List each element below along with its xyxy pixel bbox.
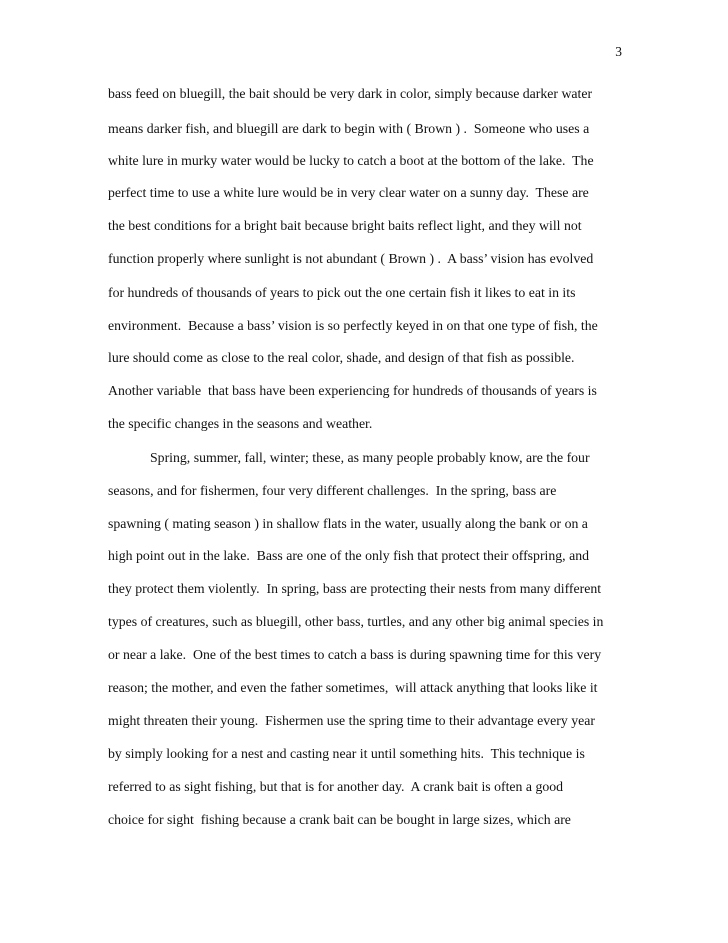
text-line: reason; the mother, and even the father sometimes, will attack anything that looks like it [108, 680, 598, 695]
text-line: white lure in murky water would be lucky to catch a boot at the bottom of the lake. The [108, 153, 594, 168]
text-line: the specific changes in the seasons and weather. [108, 416, 373, 431]
text-line: by simply looking for a nest and casting near it until something hits. This technique is [108, 746, 585, 761]
text-line: for hundreds of thousands of years to pick out the one certain fish it likes to eat in its [108, 285, 576, 300]
text-line: referred to as sight fishing, but that is for another day. A crank bait is often a good [108, 779, 564, 794]
text-line: the best conditions for a bright bait because bright baits reflect light, and they will not [108, 218, 582, 233]
text-line: types of creatures, such as bluegill, other bass, turtles, and any other big animal species in [108, 614, 604, 629]
text-line: lure should come as close to the real color, shade, and design of that fish as possible. [108, 350, 575, 365]
text-line: means darker fish, and bluegill are dark to begin with ( Brown ) . Someone who uses a [108, 121, 590, 136]
text-line: Another variable that bass have been experiencing for hundreds of thousands of years is [108, 383, 597, 398]
text-line: might threaten their young. Fishermen use the spring time to their advantage every year [108, 713, 595, 728]
text-line: high point out in the lake. Bass are one of the only fish that protect their offspring, and [108, 548, 589, 563]
text-line: spawning ( mating season ) in shallow flats in the water, usually along the bank or on a [108, 516, 588, 531]
text-line: or near a lake. One of the best times to catch a bass is during spawning time for this very [108, 647, 602, 662]
text-line: they protect them violently. In spring, bass are protecting their nests from many different [108, 581, 602, 596]
text-line: bass feed on bluegill, the bait should be very dark in color, simply because darker water [108, 86, 593, 101]
page-number: 3 [615, 44, 622, 59]
text-line: function properly where sunlight is not abundant ( Brown ) . A bass’ vision has evolved [108, 251, 594, 266]
text-line: seasons, and for fishermen, four very different challenges. In the spring, bass are [108, 483, 557, 498]
text-line: choice for sight fishing because a crank bait can be bought in large sizes, which are [108, 812, 571, 827]
paragraph-first-line: Spring, summer, fall, winter; these, as many people probably know, are the four [150, 450, 590, 465]
text-line: environment. Because a bass’ vision is so perfectly keyed in on that one type of fish, the [108, 318, 598, 333]
text-line: perfect time to use a white lure would be in very clear water on a sunny day. These are [108, 185, 589, 200]
